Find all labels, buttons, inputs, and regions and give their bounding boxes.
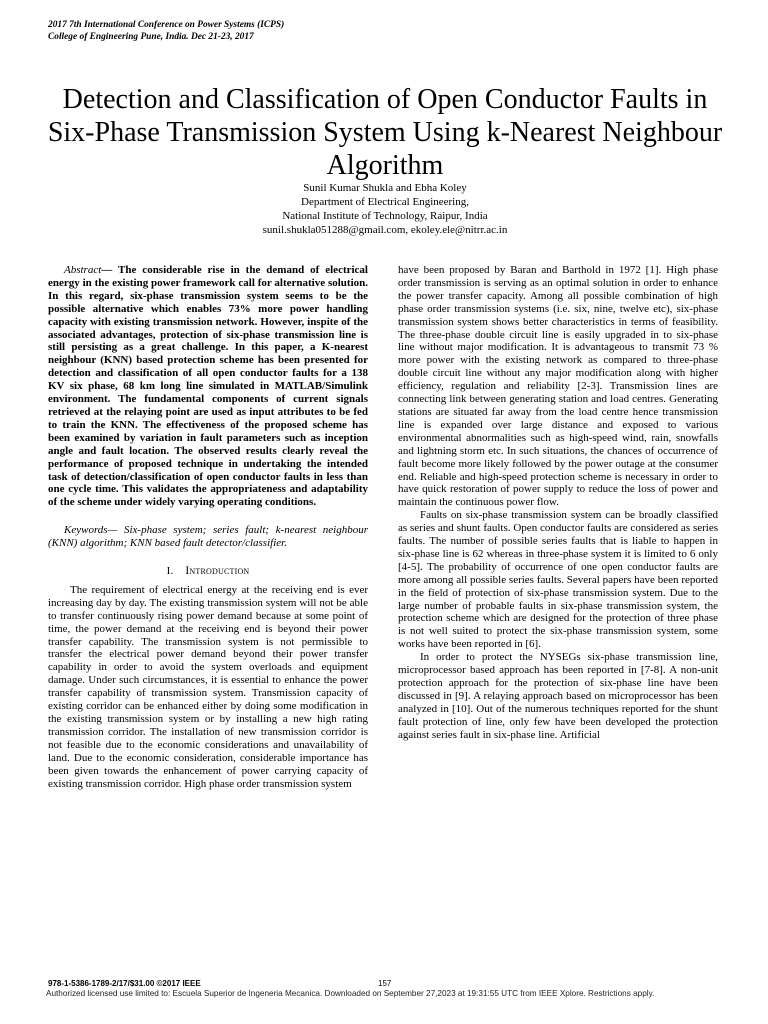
- section-number: I.: [166, 565, 174, 578]
- footer-isbn: 978-1-5386-1789-2/17/$31.00 ©2017 IEEE: [48, 979, 201, 988]
- paper-title: Detection and Classification of Open Conductor Faults in Six-Phase Transmission System Using k-Nearest Neighbour Algorithm: [47, 83, 723, 181]
- body-paragraph-3: In order to protect the NYSEGs six-phase transmission line, microprocessor based approach has been reported in [7-8]. A non-unit protection approach for the protection of six-phase line have been discussed in [9]. A relaying approach based on microprocessor has been analyzed in [10]. Out of the numerous techniques reported for the shunt fault protection of line, only few have been developed the protection against series fault in six-phase line. Artificial: [398, 651, 718, 741]
- abstract: [48, 264, 368, 509]
- body-paragraph-1: have been proposed by Baran and Barthold in 1972 [1]. High phase order transmission is serving as an optimal solution in order to enhance the power transfer capacity. Among all possible combination of high phase order transmission systems (i.e. six, nine, twelve etc), six-phase transmission system shows better characteristics in terms of feasibility. The three-phase double circuit line is easily upgraded in to six-phase line without major modification. It is advantageous to transmit 73 % more power with the existing network as compared to three-phase double circuit line without any major modification along with higher efficiency, regulation and reliability [2-3]. Transmission lines are connecting link between generating station and load centres. Generating stations are situated far away from the load centre hence transmission line is expanded over large distance and exposed to various environmental abnormalities such as high-speed wind, rain, snowfalls and lightning storm etc. In such situations, the chances of occurrence of fault become more likely followed by the power outage at the consumer end. Reliable and high-speed protection scheme is necessary in order to have quick restoration of power supply to reduce the loss of power and maintain the continuous power flow.: [398, 264, 718, 509]
- keywords-label: Keywords: [64, 524, 108, 537]
- author-names: Sunil Kumar Shukla and Ebha Koley: [303, 182, 467, 194]
- abstract-text: — The considerable rise in the demand of electrical energy in the existing power framework call for alternative solution. In this regard, six-phase transmission system seems to be the possible alternative which enables 73% more power handling capacity with existing transmission network. However, inspite of the associated advantages, protection of six-phase transmission line is still persisting as a great challenge. In this paper, a K-nearest neighbour (KNN) based protection scheme has been presented for detection and classification of all open conductor faults for a 138 KV six phase, 68 km long line simulated in MATLAB/Simulink environment. The fundamental components of current signals retrieved at the relaying point are used as input attributes to be fed to train the KNN. The effectiveness of the proposed scheme has been examined by variation in fault parameters such as inception angle and fault location. The observed results clearly reveal the performance of proposed technique in undertaking the intended task of detection/classification of open conductor faults in less than one cycle time. This validates the appropriateness and adaptability of the scheme under widely varying operating conditions.: [48, 264, 368, 509]
- conference-venue: College of Engineering Pune, India. Dec 21-23, 2017: [48, 32, 254, 42]
- author-institute: National Institute of Technology, Raipur, India: [282, 210, 488, 222]
- section-heading: [48, 565, 368, 578]
- conference-header: [48, 19, 284, 43]
- author-department: Department of Electrical Engineering,: [301, 196, 469, 208]
- left-column: [48, 264, 368, 790]
- conference-name: 2017 7th International Conference on Power Systems (ICPS): [48, 20, 285, 30]
- intro-paragraph: The requirement of electrical energy at the receiving end is ever increasing day by day. The existing transmission system will not be able to transfer continuously rising power demand because at some point of time, the power demand at the receiving end is beyond their power transfer capability. The transmission system is not permissible to transfer the electrical power demand beyond their power transfer capability in order to avoid the system overloads and equipment damage. Under such circumstances, it is essential to enhance the power transfer capability of transmission system. Transmission capacity of existing corridor can be enhanced either by doing some modification in the existing transmission system or by installing a new high rating transmission corridor. The installation of new transmission corridor is not feasible due to the economic considerations and unavailability of land. Due to the economic consideration, considerable importance has been given towards the enhancement of power carrying capacity of existing transmission corridor. High phase order transmission system: [48, 583, 368, 790]
- page-number: 157: [378, 979, 392, 988]
- keywords: [48, 524, 368, 550]
- keywords-text: — Six-phase system; series fault; k-nearest neighbour (KNN) algorithm; KNN based fault detector/classifier.: [48, 524, 368, 550]
- abstract-label: Abstract: [64, 264, 102, 276]
- license-notice: Authorized licensed use limited to: Escuela Superior de Ingeneria Mecanica. Downloaded on September 27,2023 at 19:31:55 UTC from IEEE Xplore. Restrictions apply.: [46, 989, 655, 998]
- body-paragraph-2: Faults on six-phase transmission system can be broadly classified as series and shunt faults. Open conductor faults are considered as series faults. The number of possible series faults that is liable to happen in six-phase line is 62 whereas in three-phase system it is limited to 6 only [4-5]. The probability of occurrence of one open conductor faults are more among all possible series faults. Several papers have been reported in the field of protection of six-phase transmission system. Due to the large number of probable faults in six-phase transmission system, the protection scheme which are designed for the protection of three phase is not well suited to protect the six-phase transmission system, some works have been reported in [6].: [398, 509, 718, 651]
- author-emails: sunil.shukla051288@gmail.com, ekoley.ele@nitrr.ac.in: [262, 224, 508, 236]
- author-block: [180, 181, 590, 237]
- section-title: Introduction: [185, 565, 250, 578]
- right-column: [398, 264, 718, 742]
